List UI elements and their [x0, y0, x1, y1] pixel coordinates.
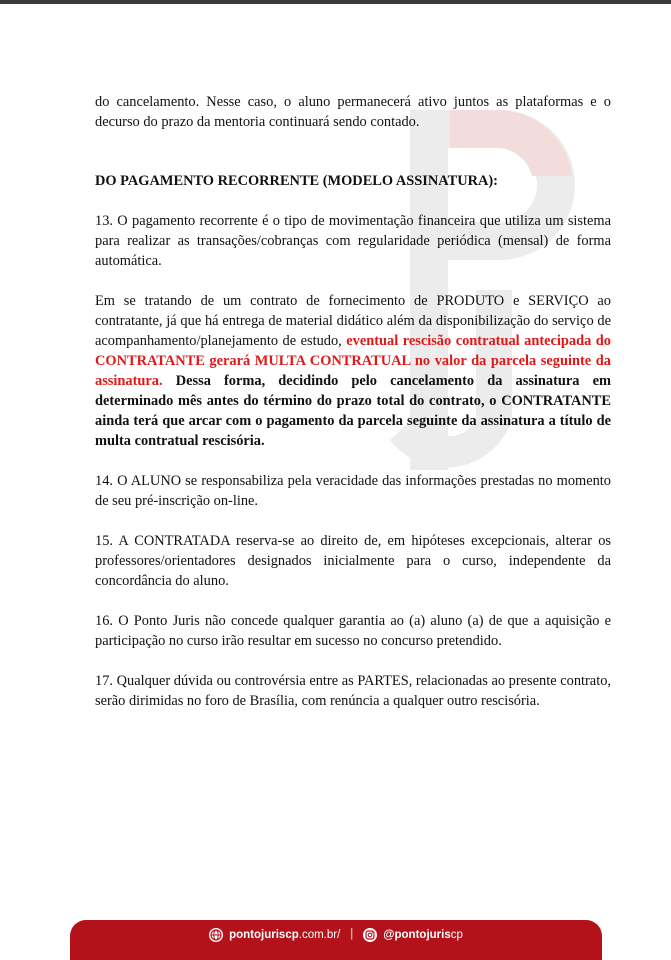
footer-bar	[70, 920, 602, 960]
website-rest: .com.br/	[298, 929, 341, 941]
intro-paragraph: do cancelamento. Nesse caso, o aluno permanecerá ativo juntos as plataformas e o decurso do prazo da mentoria continuará sendo contado.	[95, 94, 611, 130]
footer-separator: |	[350, 928, 354, 940]
instagram-icon	[363, 928, 377, 942]
top-border	[0, 0, 671, 4]
clause-13: 13. O pagamento recorrente é o tipo de movimentação financeira que utiliza um sistema para realizar as transações/cobranças com regularidade periódica (mensal) de forma automática.	[95, 213, 611, 269]
section-heading: DO PAGAMENTO RECORRENTE (MODELO ASSINATURA):	[95, 173, 498, 189]
clause-15: 15. A CONTRATADA reserva-se ao direito de, em hipóteses excepcionais, alterar os professores/orientadores designados inicialmente para o curso, independente da concordância do aluno.	[95, 533, 611, 589]
clause-17: 17. Qualquer dúvida ou controvérsia entre as PARTES, relacionadas ao presente contrato, serão dirimidas no foro de Brasília, com renúncia a qualquer outro rescisória.	[95, 673, 611, 709]
footer-website[interactable]	[209, 928, 340, 942]
instagram-bold: @pontojuris	[383, 929, 451, 941]
clause-13-penalty-highlight: eventual rescisão contratual antecipada do CONTRATANTE gerará MULTA CONTRATUAL no valor da parcela seguinte da assinatura.	[95, 333, 611, 389]
clause-13-penalty	[95, 291, 611, 451]
instagram-rest: cp	[450, 929, 463, 941]
website-text	[229, 929, 340, 941]
globe-icon	[209, 928, 223, 942]
clause-13-penalty-plain: Em se tratando de um contrato de fornecimento de PRODUTO e SERVIÇO ao contratante, já que há entrega de material didático além da disponibilização do serviço de acompanhamento/planejamento de estudo,	[95, 293, 611, 349]
website-bold: pontojuriscp	[229, 929, 299, 941]
footer-instagram[interactable]	[363, 928, 463, 942]
clause-16: 16. O Ponto Juris não concede qualquer garantia ao (a) aluno (a) de que a aquisição e participação no curso irão resultar em sucesso no concurso pretendido.	[95, 613, 611, 649]
document-body	[95, 92, 611, 731]
clause-13-penalty-bold: Dessa forma, decidindo pelo cancelamento da assinatura em determinado mês antes do término do prazo total do contrato, o CONTRATANTE ainda terá que arcar com o pagamento da parcela seguinte da assinatura a título de multa contratual rescisória.	[95, 373, 611, 449]
instagram-text	[383, 929, 463, 941]
clause-14: 14. O ALUNO se responsabiliza pela veracidade das informações prestadas no momento de seu pré-inscrição on-line.	[95, 473, 611, 509]
